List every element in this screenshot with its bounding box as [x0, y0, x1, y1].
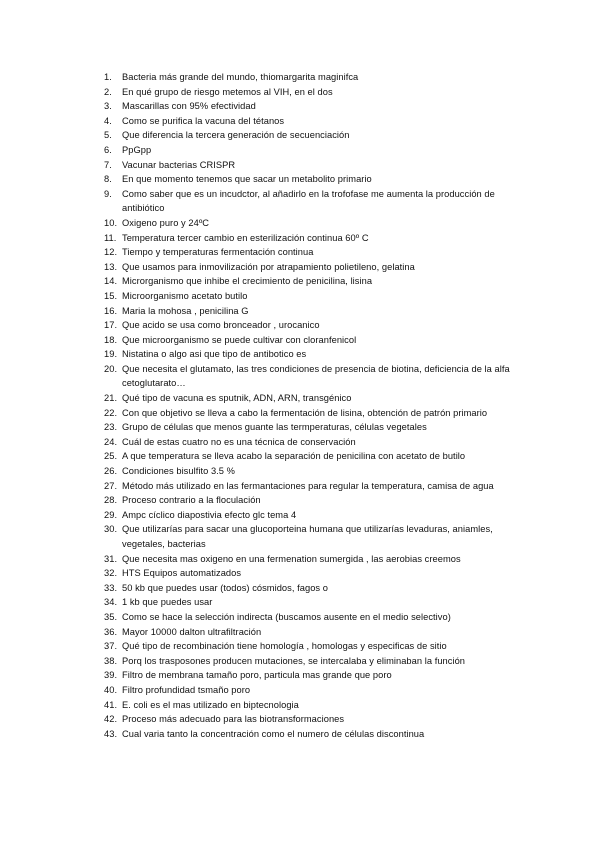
list-item-text: Proceso contrario a la floculación	[122, 495, 261, 506]
list-item-text: Mayor 10000 dalton ultrafiltración	[122, 626, 262, 637]
list-item-text: Que utilizarías para sacar una glucoporteina humana que utilizarías levaduras, aniamles, vegetales, bacterias	[122, 524, 493, 549]
list-item-text: Temperatura tercer cambio en esterilización continua 60º C	[122, 232, 369, 243]
list-item	[96, 172, 526, 187]
list-item	[96, 245, 526, 260]
list-item-text: Nistatina o algo asi que tipo de antibotico es	[122, 349, 307, 360]
list-item-number: 4.	[104, 115, 112, 126]
list-item-number: 6.	[104, 144, 112, 155]
list-item-text: Condiciones bisulfito 3.5 %	[122, 466, 235, 477]
list-item-number: 14.	[104, 276, 118, 287]
list-item-text: En qué grupo de riesgo metemos al VIH, en el dos	[122, 86, 333, 97]
list-item-number: 5.	[104, 130, 112, 141]
list-item-number: 21.	[104, 393, 118, 404]
list-item	[96, 625, 526, 640]
list-item-number: 38.	[104, 655, 118, 666]
list-item	[96, 406, 526, 421]
list-item	[96, 318, 526, 333]
list-item	[96, 581, 526, 596]
list-item-number: 11.	[104, 232, 117, 243]
list-item-text: Que diferencia la tercera generación de secuenciación	[122, 130, 350, 141]
list-item	[96, 128, 526, 143]
list-item-number: 42.	[104, 714, 118, 725]
list-item-text: Que microorganismo se puede cultivar con cloranfenicol	[122, 334, 357, 345]
list-item-number: 10.	[104, 217, 118, 228]
list-item-number: 23.	[104, 422, 118, 433]
list-item-text: A que temperatura se lleva acabo la separación de penicilina con acetato de butilo	[122, 451, 466, 462]
list-item	[96, 727, 526, 742]
list-item-text: Como se purifica la vacuna del tétanos	[122, 115, 285, 126]
list-item-number: 33.	[104, 582, 118, 593]
list-item-text: Mascarillas con 95% efectividad	[122, 101, 256, 112]
list-item	[96, 158, 526, 173]
list-item-text: 1 kb que puedes usar	[122, 597, 213, 608]
list-item-number: 25.	[104, 451, 118, 462]
list-item-number: 17.	[104, 320, 118, 331]
list-item-number: 35.	[104, 611, 118, 622]
list-item	[96, 304, 526, 319]
list-item	[96, 231, 526, 246]
list-item-number: 29.	[104, 509, 118, 520]
list-item-text: Método más utilizado en las fermantaciones para regular la temperatura, camisa de agua	[122, 480, 494, 491]
list-item-number: 40.	[104, 684, 118, 695]
list-item-text: Microrganismo que inhibe el crecimiento de penicilina, lisina	[122, 276, 373, 287]
list-item-text: Oxigeno puro y 24ºC	[122, 217, 210, 228]
list-item-text: Porq los trasposones producen mutaciones, se intercalaba y eliminaban la función	[122, 655, 466, 666]
list-item-number: 9.	[104, 188, 112, 199]
list-item	[96, 85, 526, 100]
list-item-text: Ampc cíclico diapostivia efecto glc tema 4	[122, 509, 297, 520]
list-item-number: 19.	[104, 349, 118, 360]
list-item-text: Bacteria más grande del mundo, thiomargarita maginifca	[122, 72, 359, 82]
list-item	[96, 362, 526, 391]
list-item-number: 16.	[104, 305, 118, 316]
list-item-text: Tiempo y temperaturas fermentación continua	[122, 247, 314, 258]
list-item	[96, 216, 526, 231]
list-item	[96, 70, 526, 85]
list-item	[96, 639, 526, 654]
list-item	[96, 668, 526, 683]
list-item-number: 32.	[104, 568, 118, 579]
list-item	[96, 654, 526, 669]
list-item	[96, 683, 526, 698]
list-item-number: 31.	[104, 553, 118, 564]
list-item	[96, 260, 526, 275]
list-item-number: 24.	[104, 436, 118, 447]
list-item-number: 26.	[104, 466, 118, 477]
list-item-number: 15.	[104, 290, 118, 301]
list-item	[96, 420, 526, 435]
question-list	[96, 70, 526, 741]
list-item-text: Cual varia tanto la concentración como el numero de células discontinua	[122, 728, 425, 739]
list-item	[96, 464, 526, 479]
list-item-number: 3.	[104, 101, 112, 112]
list-item-text: Qué tipo de vacuna es sputnik, ADN, ARN, transgénico	[122, 393, 352, 404]
list-item	[96, 274, 526, 289]
list-item-text: Vacunar bacterias CRISPR	[122, 159, 236, 170]
list-item-number: 2.	[104, 86, 112, 97]
list-item-number: 27.	[104, 480, 118, 491]
list-item-text: Que necesita mas oxigeno en una fermenation sumergida , las aerobias creemos	[122, 553, 461, 564]
list-item	[96, 449, 526, 464]
list-item-number: 8.	[104, 174, 112, 185]
list-item-text: Microorganismo acetato butilo	[122, 290, 248, 301]
list-item	[96, 99, 526, 114]
list-item	[96, 479, 526, 494]
list-item-text: Que usamos para inmovilización por atrapamiento polietileno, gelatina	[122, 261, 415, 272]
list-item	[96, 698, 526, 713]
list-item-text: Como se hace la selección indirecta (buscamos ausente en el medio selectivo)	[122, 611, 451, 622]
list-item-text: 50 kb que puedes usar (todos) cósmidos, fagos o	[122, 582, 328, 593]
list-item-text: Maria la mohosa , penicilina G	[122, 305, 249, 316]
list-item-text: HTS Equipos automatizados	[122, 568, 242, 579]
list-item	[96, 143, 526, 158]
list-item-number: 41.	[104, 699, 118, 710]
list-item-text: Que necesita el glutamato, las tres condiciones de presencia de biotina, deficiencia de la alfa cetoglutarato…	[122, 363, 510, 389]
list-item-text: Como saber que es un incudctor, al añadirlo en la trofofase me aumenta la producción de antibiótico	[122, 188, 495, 214]
list-item-text: PpGpp	[122, 144, 152, 155]
list-item-number: 13.	[104, 261, 118, 272]
list-item	[96, 552, 526, 567]
list-item	[96, 493, 526, 508]
list-item	[96, 595, 526, 610]
list-item	[96, 435, 526, 450]
list-item-text: Cuál de estas cuatro no es una técnica de conservación	[122, 436, 356, 447]
list-item-text: Con que objetivo se lleva a cabo la fermentación de lisina, obtención de patrón primario	[122, 407, 488, 418]
list-item-number: 20.	[104, 363, 118, 374]
list-item-number: 43.	[104, 728, 118, 739]
list-item-text: E. coli es el mas utilizado en biptecnologia	[122, 699, 299, 710]
list-item-text: Filtro profundidad tsmaño poro	[122, 684, 251, 695]
list-item	[96, 187, 526, 216]
list-item	[96, 391, 526, 406]
list-item	[96, 114, 526, 129]
list-item-number: 22.	[104, 407, 118, 418]
list-item-text: Que acido se usa como bronceador , urocanico	[122, 320, 320, 331]
list-item-number: 36.	[104, 626, 118, 637]
list-item-text: Grupo de células que menos guante las termperaturas, células vegetales	[122, 422, 427, 433]
list-item-number: 28.	[104, 495, 118, 506]
list-item-text: Proceso más adecuado para las biotransformaciones	[122, 714, 345, 725]
list-item	[96, 522, 526, 551]
list-item-number: 1.	[104, 72, 112, 82]
list-item-number: 30.	[104, 524, 118, 535]
list-item-number: 39.	[104, 670, 118, 681]
list-item	[96, 347, 526, 362]
list-item-text: Qué tipo de recombinación tiene homología , homologas y especificas de sitio	[122, 641, 447, 652]
list-item	[96, 289, 526, 304]
list-item	[96, 333, 526, 348]
list-item	[96, 712, 526, 727]
list-item-number: 18.	[104, 334, 118, 345]
list-item	[96, 566, 526, 581]
list-item-number: 34.	[104, 597, 118, 608]
list-item-text: Filtro de membrana tamaño poro, particula mas grande que poro	[122, 670, 392, 681]
list-item-number: 12.	[104, 247, 118, 258]
list-item	[96, 508, 526, 523]
list-item-number: 37.	[104, 641, 118, 652]
list-item-number: 7.	[104, 159, 112, 170]
list-item-text: En que momento tenemos que sacar un metabolito primario	[122, 174, 372, 185]
list-item	[96, 610, 526, 625]
